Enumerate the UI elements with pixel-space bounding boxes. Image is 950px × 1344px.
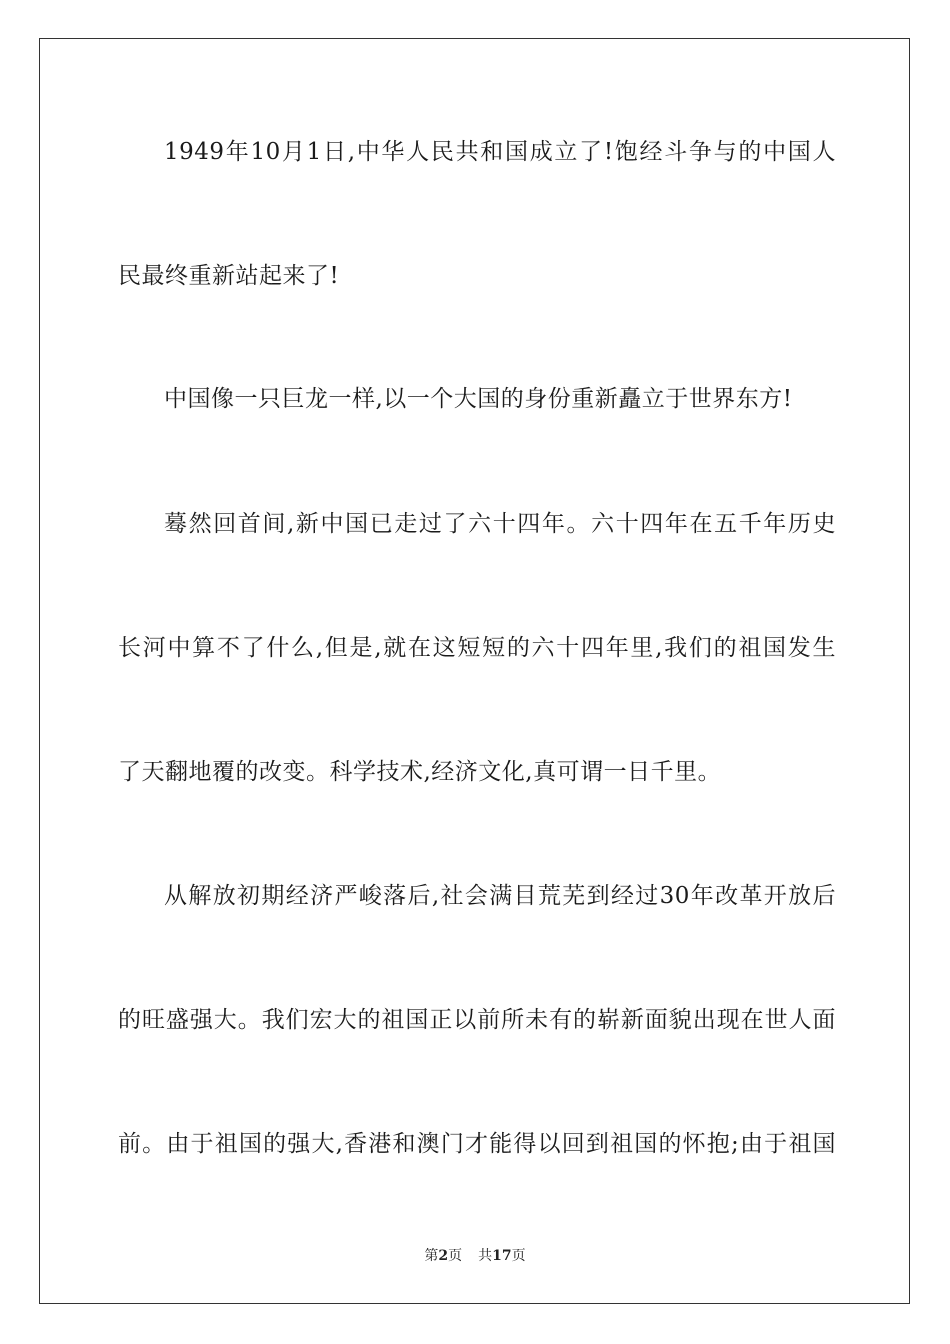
page-number: 2 [438,1248,449,1264]
total-suffix: 页 [511,1248,526,1264]
paragraph-3-line-2: 长河中算不了什么,但是,就在这短短的六十四年里,我们的祖国发生 [118,635,836,661]
paragraph-3-line-1: 蓦然回首间,新中国已走过了六十四年。六十四年在五千年历史 [164,511,836,537]
paragraph-4-line-3: 前。由于祖国的强大,香港和澳门才能得以回到祖国的怀抱;由于祖国 [118,1131,836,1157]
paragraph-4-line-1: 从解放初期经济严峻落后,社会满目荒芜到经过30年改革开放后 [164,883,836,909]
page-total: 17 [492,1248,512,1264]
paragraph-4-line-2: 的旺盛强大。我们宏大的祖国正以前所未有的崭新面貌出现在世人面 [118,1007,836,1033]
page-border [39,38,910,1304]
page-prefix: 第 [424,1248,439,1264]
paragraph-1-line-2: 民最终重新站起来了! [118,263,340,289]
page-footer [0,1247,950,1265]
paragraph-2-line-1: 中国像一只巨龙一样,以一个大国的身份重新矗立于世界东方! [164,386,793,412]
paragraph-1-line-1: 1949年10月1日,中华人民共和国成立了!饱经斗争与的中国人 [164,139,836,165]
page-suffix: 页 [448,1248,463,1264]
total-prefix: 共 [478,1248,493,1264]
paragraph-3-line-3: 了天翻地覆的改变。科学技术,经济文化,真可谓一日千里。 [118,759,722,785]
